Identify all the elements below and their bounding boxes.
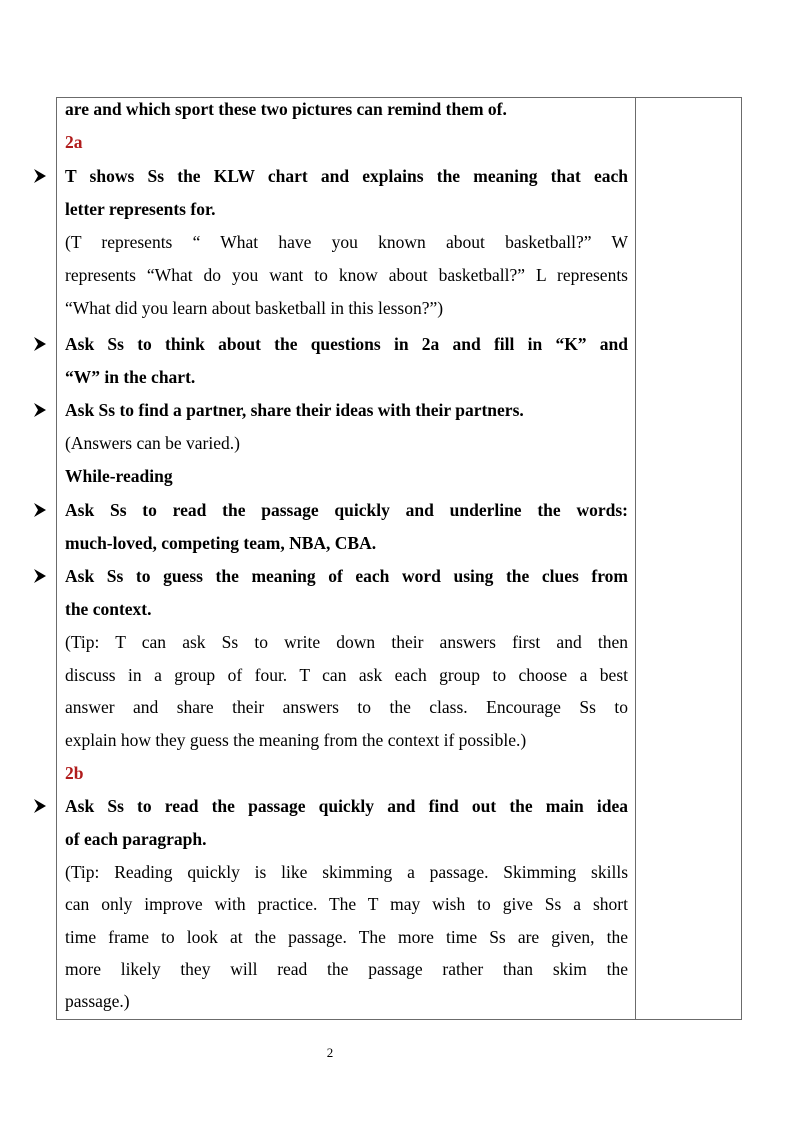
bullet-text: Ask Ss to think about the questions in 2a and fill in “K” and xyxy=(65,334,628,354)
bullet-text: “W” in the chart. xyxy=(65,367,196,387)
bullet-arrow-icon xyxy=(33,333,55,355)
bullet-arrow-icon xyxy=(33,399,55,421)
note-text: passage.) xyxy=(65,991,130,1011)
bullet-text: much-loved, competing team, NBA, CBA. xyxy=(65,533,377,553)
note-text: can only improve with practice. The T may wish to give Ss a short xyxy=(65,894,628,914)
bullet-text: Ask Ss to guess the meaning of each word using the clues from xyxy=(65,566,628,586)
note-text: (Tip: Reading quickly is like skimming a passage. Skimming skills xyxy=(65,862,628,882)
bullet-arrow-icon xyxy=(33,499,55,521)
note-text: more likely they will read the passage rather than skim the xyxy=(65,959,628,979)
bullet-text: T shows Ss the KLW chart and explains the meaning that each xyxy=(65,166,628,186)
text-line: are and which sport these two pictures can remind them of. xyxy=(65,99,507,119)
note-text: time frame to look at the passage. The more time Ss are given, the xyxy=(65,927,628,947)
bullet-text: Ask Ss to read the passage quickly and find out the main idea xyxy=(65,796,628,816)
section-heading-2a: 2a xyxy=(65,132,83,152)
note-text: discuss in a group of four. T can ask each group to choose a best xyxy=(65,665,628,685)
bullet-arrow-icon xyxy=(33,165,55,187)
section-heading-2b: 2b xyxy=(65,763,84,783)
note-text: (T represents “ What have you known about basketball?” W xyxy=(65,232,628,252)
note-text: (Answers can be varied.) xyxy=(65,433,240,453)
table-column-divider xyxy=(635,97,636,1020)
bullet-text: the context. xyxy=(65,599,152,619)
bullet-text: Ask Ss to read the passage quickly and underline the words: xyxy=(65,500,628,520)
bullet-text: letter represents for. xyxy=(65,199,216,219)
section-heading-while-reading: While-reading xyxy=(65,466,173,486)
bullet-arrow-icon xyxy=(33,565,55,587)
note-text: (Tip: T can ask Ss to write down their answers first and then xyxy=(65,632,628,652)
bullet-text: of each paragraph. xyxy=(65,829,207,849)
note-text: represents “What do you want to know about basketball?” L represents xyxy=(65,265,628,285)
page-number: 2 xyxy=(326,1045,334,1060)
bullet-arrow-icon xyxy=(33,795,55,817)
note-text: “What did you learn about basketball in this lesson?”) xyxy=(65,298,444,318)
bullet-text: Ask Ss to find a partner, share their ideas with their partners. xyxy=(65,400,524,420)
note-text: explain how they guess the meaning from the context if possible.) xyxy=(65,730,527,750)
note-text: answer and share their answers to the class. Encourage Ss to xyxy=(65,697,628,717)
